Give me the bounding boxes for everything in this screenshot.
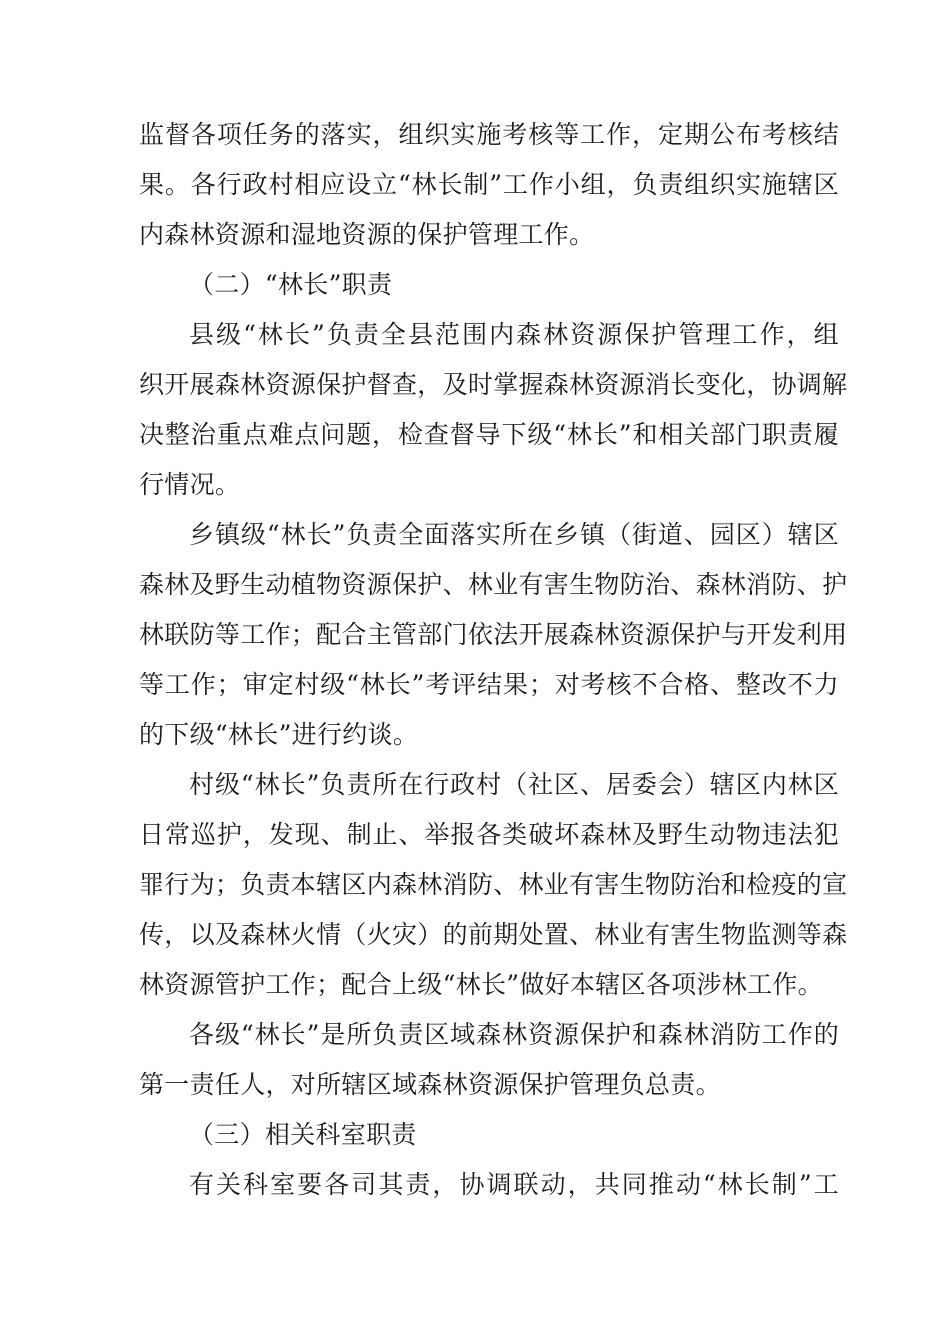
body-text-line: 村级“林长”负责所在行政村（社区、居委会）辖区内林区	[189, 770, 839, 799]
body-text-line: 有关科室要各司其责，协调联动，共同推动“林长制”工	[189, 1170, 839, 1199]
body-text-line: 果。各行政村相应设立“林长制”工作小组，负责组织实施辖区	[139, 170, 839, 199]
section-heading: （二）“林长”职责	[189, 270, 393, 299]
body-text-line: 决整治重点难点问题，检查督导下级“林长”和相关部门职责履	[139, 420, 839, 449]
body-text-line: 等工作；审定村级“林长”考评结果；对考核不合格、整改不力	[139, 670, 839, 699]
section-heading: （三）相关科室职责	[189, 1120, 417, 1149]
body-text-line: 的下级“林长”进行约谈。	[139, 720, 419, 749]
body-text-line: 传，以及森林火情（火灾）的前期处置、林业有害生物监测等森	[139, 920, 848, 949]
body-text-line: 县级“林长”负责全县范围内森林资源保护管理工作，组	[189, 320, 839, 349]
body-text-line: 森林及野生动植物资源保护、林业有害生物防治、森林消防、护	[139, 570, 848, 599]
body-text-line: 监督各项任务的落实，组织实施考核等工作，定期公布考核结	[139, 120, 839, 149]
body-text-line: 乡镇级“林长”负责全面落实所在乡镇（街道、园区）辖区	[189, 520, 839, 549]
body-text-line: 织开展森林资源保护督查，及时掌握森林资源消长变化，协调解	[139, 370, 848, 399]
body-text-line: 内森林资源和湿地资源的保护管理工作。	[139, 220, 595, 249]
body-text-line: 林资源管护工作；配合上级“林长”做好本辖区各项涉林工作。	[139, 970, 823, 999]
body-text-line: 各级“林长”是所负责区域森林资源保护和森林消防工作的	[189, 1020, 839, 1049]
body-text-line: 第一责任人，对所辖区域森林资源保护管理负总责。	[139, 1070, 721, 1099]
body-text-line: 日常巡护，发现、制止、举报各类破坏森林及野生动物违法犯	[139, 820, 839, 849]
body-text-line: 罪行为；负责本辖区内森林消防、林业有害生物防治和检疫的宣	[139, 870, 848, 899]
body-text-line: 行情况。	[139, 470, 241, 499]
body-text-line: 林联防等工作；配合主管部门依法开展森林资源保护与开发利用	[139, 620, 848, 649]
